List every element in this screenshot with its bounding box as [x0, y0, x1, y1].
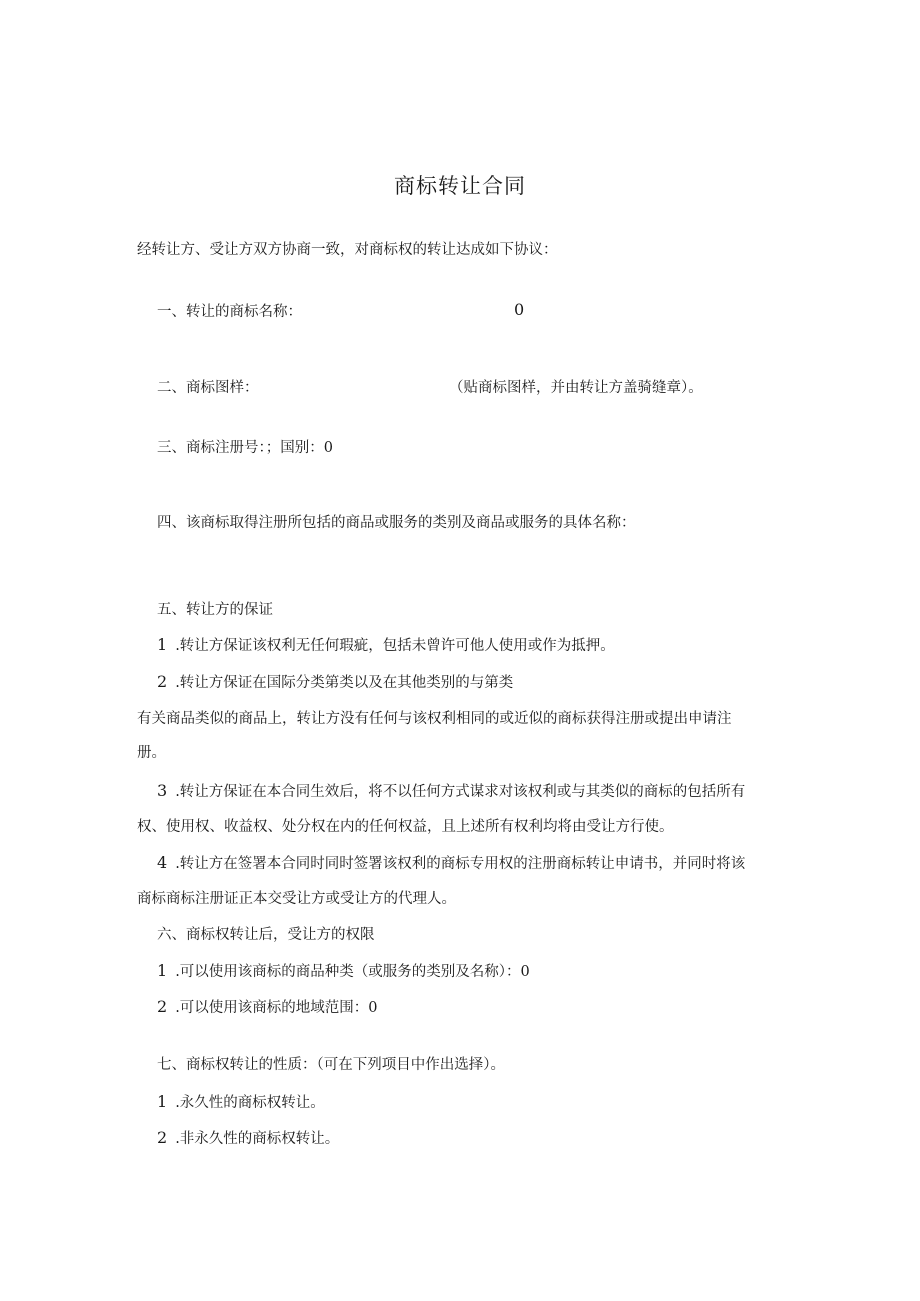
section-3-text: 三、商标注册号：；国别：0 [157, 440, 333, 456]
section-2-note: （贴商标图样，并由转让方盖骑缝章）。 [449, 380, 703, 396]
item-number: 4 [157, 853, 168, 872]
section-5-heading: 五、转让方的保证 [157, 602, 273, 618]
section-4-text: 四、该商标取得注册所包括的商品或服务的类别及商品或服务的具体名称： [157, 515, 636, 531]
section-6-item-1 [157, 961, 530, 982]
section-5-item-3 [157, 781, 745, 802]
item-number: 2 [157, 672, 168, 691]
item-text: .可以使用该商标的商品种类（或服务的类别及名称）：0 [175, 964, 530, 980]
section-6-heading: 六、商标权转让后，受让方的权限 [157, 927, 375, 943]
section-1-label: 一、转让的商标名称： [157, 304, 302, 320]
section-5-item-2-line-3: 册。 [137, 745, 166, 761]
item-number: 1 [157, 1092, 168, 1111]
item-text: .转让方保证该权利无任何瑕疵，包括未曾许可他人使用或作为抵押。 [175, 638, 615, 654]
section-7-heading: 七、商标权转让的性质：（可在下列项目中作出选择）。 [157, 1057, 505, 1073]
item-text: .转让方保证在本合同生效后，将不以任何方式谋求对该权利或与其类似的商标的包括所有 [175, 784, 746, 800]
section-1-value: 0 [514, 300, 525, 319]
section-5-item-2-line-2: 有关商品类似的商品上，转让方没有任何与该权利相同的或近似的商标获得注册或提出申请注 [137, 711, 732, 727]
item-number: 2 [157, 1128, 168, 1147]
section-5-item-3-line-2: 权、使用权、收益权、处分权在内的任何权益，且上述所有权利均将由受让方行使。 [137, 819, 674, 835]
section-6-item-2 [157, 997, 378, 1018]
section-5-item-2 [157, 672, 513, 693]
section-5-item-1 [157, 635, 615, 656]
item-text: .转让方在签署本合同时同时签署该权利的商标专用权的注册商标转让申请书，并同时将该 [175, 856, 746, 872]
item-number: 3 [157, 781, 168, 800]
section-7-item-1 [157, 1092, 325, 1113]
item-number: 2 [157, 997, 168, 1016]
intro-paragraph: 经转让方、受让方双方协商一致，对商标权的转让达成如下协议： [137, 242, 558, 258]
section-7-item-2 [157, 1128, 339, 1149]
item-text: .可以使用该商标的地域范围：0 [175, 1000, 378, 1016]
item-text: .非永久性的商标权转让。 [175, 1131, 340, 1147]
item-number: 1 [157, 961, 168, 980]
item-number: 1 [157, 635, 168, 654]
item-text: .转让方保证在国际分类第类以及在其他类别的与第类 [175, 675, 514, 691]
section-2-label: 二、商标图样： [157, 380, 259, 396]
section-5-item-4-line-2: 商标商标注册证正本交受让方或受让方的代理人。 [137, 891, 456, 907]
document-title: 商标转让合同 [394, 174, 526, 198]
section-5-item-4 [157, 853, 745, 874]
item-text: .永久性的商标权转让。 [175, 1095, 325, 1111]
